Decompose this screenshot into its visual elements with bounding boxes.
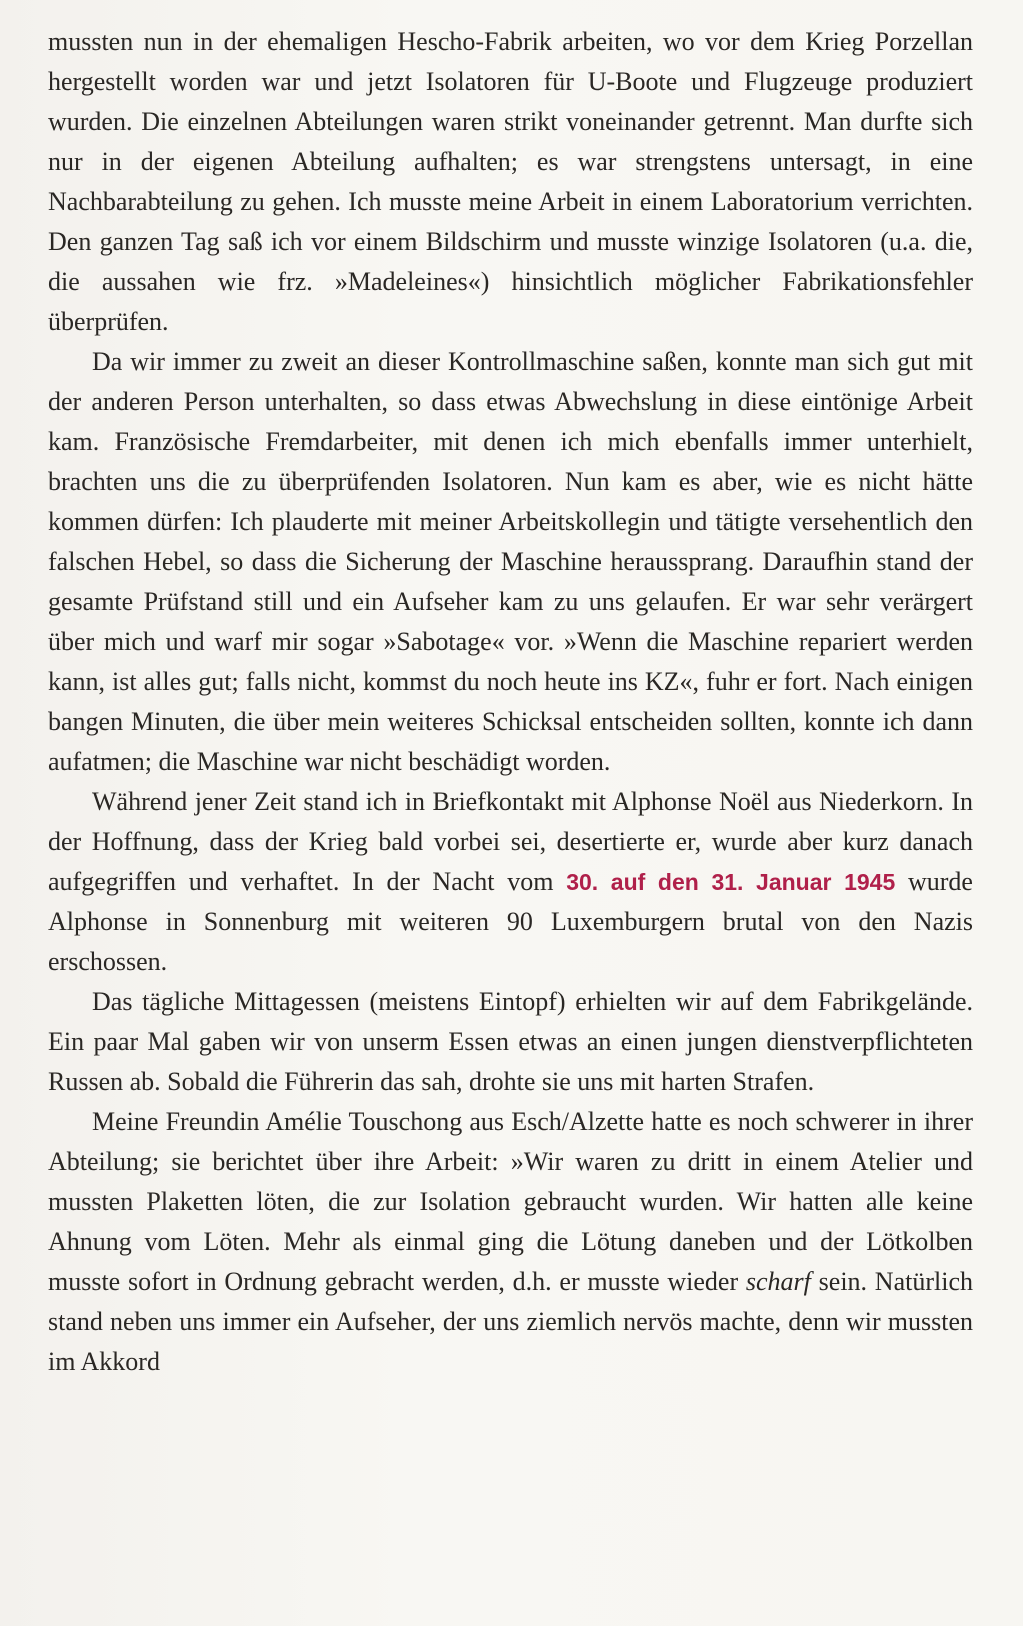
paragraph-text: Während jener Zeit stand ich in Briefkontakt mit Alphonse Noël aus Niederkorn. In der Hoffnung, dass der Krieg bald vorbei sei, desertierte er, wurde aber kurz danach aufgegriffen und verhaftet. In der Nacht vom (48, 787, 973, 896)
paragraph-1 (48, 22, 973, 342)
paragraph-5 (48, 1102, 973, 1382)
highlighted-date: 30. auf den 31. Januar 1945 (566, 869, 896, 895)
paragraph-text: sein. Natürlich stand neben uns immer ein Aufseher, der uns ziemlich nervös machte, denn wir mussten im Akkord (48, 1267, 973, 1376)
paragraph-text: Meine Freundin Amélie Touschong aus Esch/Alzette hatte es noch schwerer in ihrer Abteilung; sie berichtet über ihre Arbeit: »Wir waren zu dritt in einem Atelier und mussten Plaketten löten, die zur Isolation gebraucht wurden. Wir hatten alle keine Ahnung vom Löten. Mehr als einmal ging die Lötung daneben und der Lötkolben musste sofort in Ordnung gebracht werden, d.h. er musste wieder (48, 1107, 973, 1296)
paragraph-text: Da wir immer zu zweit an dieser Kontrollmaschine saßen, konnte man sich gut mit der anderen Person unterhalten, so dass etwas Abwechslung in diese eintönige Arbeit kam. Französische Fremdarbeiter, mit denen ich mich ebenfalls immer unterhielt, brachten uns die zu überprüfenden Isolatoren. Nun kam es aber, wie es nicht hätte kommen dürfen: Ich plauderte mit meiner Arbeitskollegin und tätigte versehentlich den falschen Hebel, so dass die Sicherung der Maschine heraussprang. Daraufhin stand der gesamte Prüfstand still und ein Aufseher kam zu uns gelaufen. Er war sehr verärgert über mich und warf mir sogar »Sabotage« vor. »Wenn die Maschine repariert werden kann, ist alles gut; falls nicht, kommst du noch heute ins KZ«, fuhr er fort. Nach einigen bangen Minuten, die über mein weiteres Schicksal entscheiden sollten, konnte ich dann aufatmen; die Maschine war nicht beschädigt worden. (48, 347, 973, 776)
paragraph-3 (48, 782, 973, 982)
body-text (48, 22, 973, 1382)
paragraph-2 (48, 342, 973, 782)
paragraph-text: mussten nun in der ehemaligen Hescho-Fabrik arbeiten, wo vor dem Krieg Porzellan hergestellt worden war und jetzt Isolatoren für U-Boote und Flugzeuge produziert wurden. Die einzelnen Abteilungen waren strikt voneinander getrennt. Man durfte sich nur in der eigenen Abteilung aufhalten; es war strengstens untersagt, in eine Nachbarabteilung zu gehen. Ich musste meine Arbeit in einem Laboratorium verrichten. Den ganzen Tag saß ich vor einem Bildschirm und musste winzige Isolatoren (u.a. die, die aussahen wie frz. »Madeleines«) hinsichtlich möglicher Fabrikationsfehler überprüfen. (48, 27, 973, 336)
paragraph-4 (48, 982, 973, 1102)
paragraph-text: wurde Alphonse in Sonnenburg mit weiteren 90 Luxemburgern brutal von den Nazis erschossen. (48, 867, 973, 976)
paragraph-text: Das tägliche Mittagessen (meistens Eintopf) erhielten wir auf dem Fabrikgelände. Ein paar Mal gaben wir von unserm Essen etwas an einen jungen dienstverpflichteten Russen ab. Sobald die Führerin das sah, drohte sie uns mit harten Strafen. (48, 987, 973, 1096)
italic-word: scharf (745, 1267, 811, 1296)
